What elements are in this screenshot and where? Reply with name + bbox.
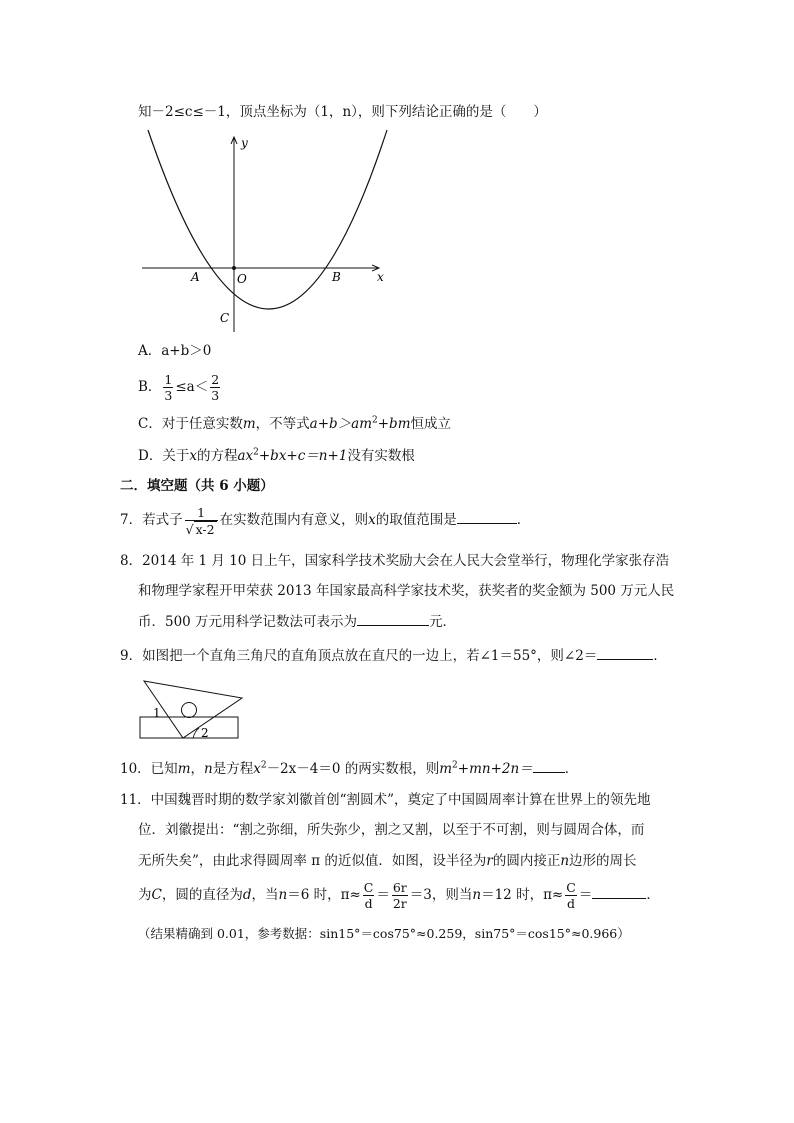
text: 7．若式子 (120, 512, 183, 528)
var-r: r (486, 853, 493, 869)
point-b-label: B (332, 270, 341, 284)
expr: +mn+2n＝ (457, 761, 533, 777)
q11-line1 (120, 790, 650, 810)
text: C．对于任意实数 (138, 416, 243, 432)
text: 在实数范围内有意义，则 (219, 512, 369, 528)
var-m: m (177, 761, 191, 777)
q6-option-a (138, 341, 211, 361)
expr: +bm (377, 416, 411, 432)
frac-numerator: 1 (164, 372, 173, 387)
frac-numerator: 2 (211, 372, 220, 387)
answer-blank[interactable] (357, 611, 429, 626)
expr: x (253, 761, 261, 777)
exponent: 2 (253, 447, 259, 458)
text: D．关于 (138, 448, 190, 464)
frac-denominator: 3 (211, 388, 220, 403)
q6-stem (138, 102, 547, 122)
q7 (120, 502, 530, 538)
q6-option-a-text: A．a+b＞0 (138, 343, 212, 359)
q9 (120, 645, 667, 666)
text: ，当 (251, 887, 279, 903)
text: ，圆的直径为 (161, 887, 243, 903)
expr: +bx+c＝n+1 (258, 448, 348, 464)
frac-numerator: C (566, 880, 576, 895)
section-heading (120, 476, 274, 496)
q6-option-b-mid: ≤a＜ (175, 379, 209, 395)
text: 边形的周长 (569, 853, 637, 869)
sqrt-radicand: x-2 (195, 521, 215, 537)
text: ，不等式 (255, 416, 310, 432)
text: ＝12 时，π≈ (481, 887, 564, 903)
q6-option-b-frac2 (210, 372, 220, 403)
var-m: m (242, 416, 256, 432)
point-c-label: C (220, 311, 230, 325)
text: ＝3，则当 (409, 887, 473, 903)
angle-1-label: 1 (153, 706, 161, 720)
q11-line3 (138, 851, 637, 871)
text: 元． (429, 614, 457, 630)
text: 的方程 (196, 448, 238, 464)
frac-denominator: d (364, 896, 373, 911)
q11-line4 (138, 878, 660, 912)
text: ． (516, 512, 531, 528)
frac-numerator: C (363, 880, 374, 895)
text: ． (564, 761, 579, 777)
set-square-hole (182, 703, 197, 718)
var-x: x (189, 448, 197, 464)
q11-line2 (138, 820, 644, 840)
x-axis-label: x (377, 270, 384, 284)
q6-option-b (138, 370, 222, 404)
var-n: n (560, 853, 570, 869)
q6-option-b-frac1 (163, 372, 173, 403)
text: 是方程 (212, 761, 254, 777)
text: 的圆内接正 (492, 853, 561, 869)
text: 无所失矣”，由此求得圆周率 π 的近似值．如图，设半径为 (138, 853, 487, 869)
expr: a+b＞am (309, 416, 373, 432)
q8-line2 (138, 581, 674, 601)
text: 10．已知 (120, 761, 178, 777)
text: －2x－4＝0 的两实数根，则 (266, 761, 440, 777)
frac-denominator: √ x-2 (185, 521, 215, 537)
section-heading-text: 二．填空题（共 6 小题） (120, 478, 274, 494)
frac-numerator: 6r (392, 880, 407, 895)
q10 (120, 758, 578, 779)
answer-blank[interactable] (597, 645, 653, 660)
parabola-curve (148, 130, 387, 309)
text: （结果精确到 0.01，参考数据：sin15°＝cos75°≈0.259，sin75°＝cos15°≈0.966） (138, 926, 630, 941)
text: 的取值范围是 (375, 512, 457, 528)
q11-line5 (138, 924, 630, 944)
y-axis-label: y (241, 136, 248, 150)
frac-denominator: 2r (392, 896, 407, 911)
text: 位．刘徽提出：“割之弥细，所失弥少，割之又割，以至于不可割，则与圆周合体，而 (138, 822, 645, 838)
origin-dot (232, 266, 236, 270)
q11-frac-6r-2r (392, 880, 408, 911)
text: ＝ (578, 887, 593, 903)
ruler (140, 717, 238, 738)
text: 11．中国魏晋时期的数学家刘徽首创“割圆术”，奠定了中国圆周率计算在世界上的领先地 (120, 792, 651, 808)
text: 恒成立 (410, 416, 452, 432)
var-n: n (204, 761, 213, 777)
text: ． (653, 648, 667, 664)
expr: m (439, 761, 453, 777)
text: 和物理学家程开甲荣获 2013 年国家最高科学家技术奖，获奖者的奖金额为 500 万元人民 (138, 583, 675, 599)
var-n: n (472, 887, 482, 903)
text: 没有实数根 (347, 448, 415, 464)
text: ． (646, 887, 660, 903)
origin-label: O (237, 272, 247, 286)
text: 9．如图把一个直角三角尺的直角顶点放在直尺的一边上，若∠1＝55°，则∠2＝ (120, 648, 598, 664)
frac-denominator: 3 (164, 388, 173, 403)
q7-fraction (185, 505, 218, 537)
var-d: d (242, 887, 252, 903)
point-a-label: A (191, 270, 200, 284)
q6-option-c (138, 414, 451, 434)
text: 币．500 万元用科学记数法可表示为 (138, 614, 358, 630)
exponent: 2 (372, 415, 378, 426)
q11-frac-c-d (363, 880, 375, 911)
expr: ax (237, 448, 254, 464)
text: ＝6 时，π≈ (287, 887, 361, 903)
q11-frac-c-d-2 (565, 880, 577, 911)
answer-blank[interactable] (533, 758, 565, 773)
parabola-graph (135, 128, 395, 338)
answer-blank[interactable] (457, 509, 517, 524)
answer-blank[interactable] (592, 884, 646, 899)
frac-denominator: d (567, 896, 576, 911)
q8-line3 (138, 611, 456, 632)
ruler-triangle-figure (138, 678, 254, 740)
angle-2-label: 2 (201, 726, 209, 740)
var-n: n (278, 887, 288, 903)
q8-line1 (120, 551, 669, 571)
text: 为 (138, 887, 152, 903)
exponent: 2 (452, 760, 458, 771)
var-x: x (368, 512, 376, 528)
text: 8．2014 年 1 月 10 日上午，国家科学技术奖励大会在人民大会堂举行，物理化学家张存浩 (120, 553, 670, 569)
text: ， (190, 761, 204, 777)
q6-option-b-prefix: B． (138, 379, 162, 395)
frac-numerator: 1 (185, 505, 218, 521)
var-c: C (151, 887, 162, 903)
text: ＝ (376, 887, 390, 903)
q6-stem-text: 知－2≤c≤－1，顶点坐标为（1，n），则下列结论正确的是（ ） (138, 104, 547, 120)
exponent: 2 (260, 760, 267, 771)
q6-option-d (138, 446, 415, 466)
